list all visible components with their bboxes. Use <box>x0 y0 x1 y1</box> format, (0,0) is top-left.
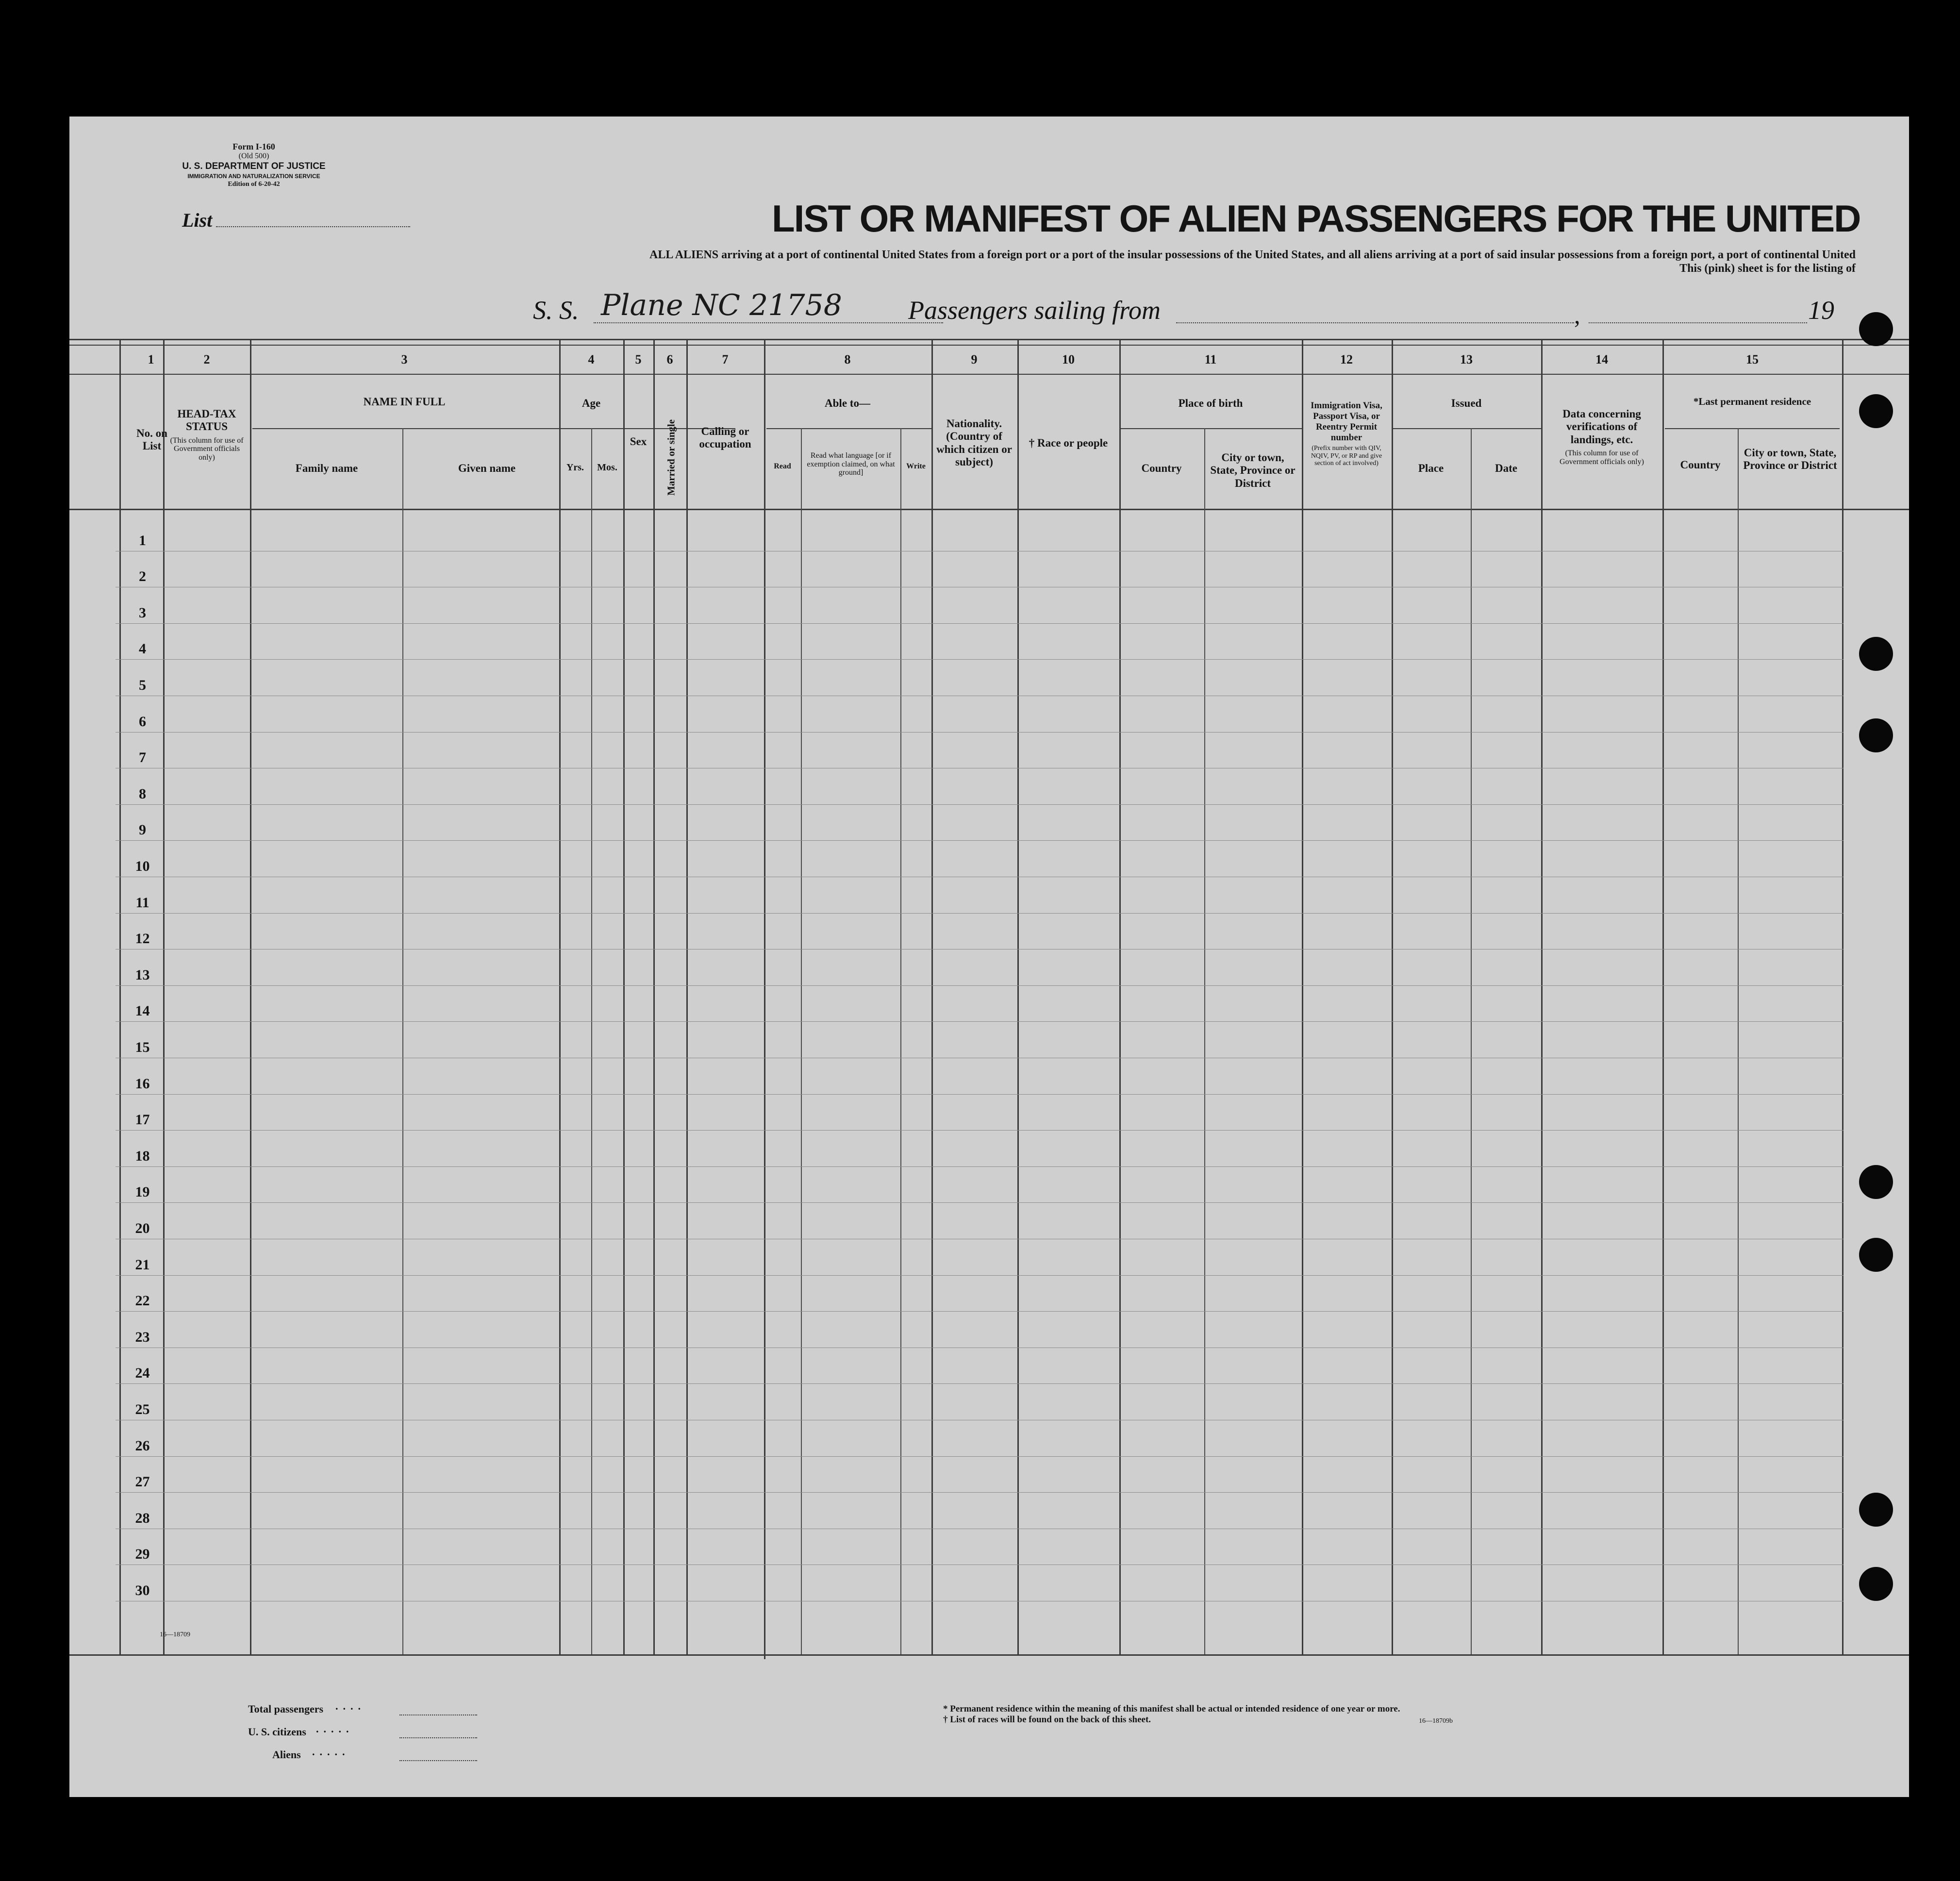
header-name-in-full: NAME IN FULL <box>363 396 446 408</box>
row-line <box>116 985 1844 986</box>
col-num: 7 <box>722 352 729 366</box>
header-head-tax <box>168 408 246 462</box>
col-num: 3 <box>401 352 408 366</box>
list-label: List <box>182 209 213 231</box>
row-number: 19 <box>135 1184 150 1200</box>
row-number: 15 <box>135 1039 150 1055</box>
table-top-border-2 <box>69 345 1909 346</box>
footnote-races: † List of races will be found on the back of this sheet. <box>943 1715 1151 1725</box>
header-res-country: Country <box>1680 459 1721 471</box>
v-8 <box>764 339 765 1659</box>
v-14 <box>1541 339 1543 1654</box>
date-field[interactable] <box>1589 322 1807 323</box>
header-family-name: Family name <box>295 462 358 474</box>
row-line <box>116 1275 1844 1276</box>
sailing-label: Passengers sailing from <box>908 296 1161 325</box>
col-num: 2 <box>203 352 210 366</box>
birth-subheader-line <box>1119 428 1302 429</box>
row-number: 12 <box>135 931 150 947</box>
row-line <box>116 1130 1844 1131</box>
row-number: 7 <box>139 749 146 766</box>
subtitle-line-2: This (pink) sheet is for the listing of <box>1679 262 1856 275</box>
v-13 <box>1392 339 1393 1654</box>
row-line <box>116 659 1844 660</box>
col-num: 11 <box>1204 352 1217 366</box>
ss-handwritten-value[interactable]: Plane NC 21758 <box>601 288 842 322</box>
page-title: LIST OR MANIFEST OF ALIEN PASSENGERS FOR THE UNITED <box>772 197 1860 240</box>
row-number: 30 <box>135 1582 150 1598</box>
header-read: Read <box>774 462 791 470</box>
header-last-residence: *Last permanent residence <box>1693 396 1811 407</box>
header-married-single: Married or single <box>665 419 677 496</box>
edition: Edition of 6-20-42 <box>228 181 280 188</box>
row-number: 26 <box>135 1437 150 1454</box>
v-11 <box>1119 339 1121 1654</box>
row-number: 24 <box>135 1365 150 1382</box>
head-tax-note: (This column for use of Government officials only) <box>170 436 244 462</box>
v-birth-split <box>1204 428 1205 1654</box>
footnote-permanent: * Permanent residence within the meaning of this manifest shall be actual or intended residence of one year or more. <box>943 1704 1400 1714</box>
v-issued-split <box>1471 428 1472 1654</box>
dots: ..... <box>316 1723 354 1735</box>
table-bottom-border <box>69 1654 1909 1656</box>
v-name-split <box>402 428 403 1654</box>
header-calling: Calling or occupation <box>699 425 751 450</box>
row-number: 20 <box>135 1220 150 1236</box>
header-given-name: Given name <box>458 462 516 474</box>
col-num: 9 <box>971 352 978 366</box>
data-concerning-title: Data concerning verifications of landings, etc. <box>1562 408 1641 446</box>
list-field[interactable] <box>216 226 410 227</box>
v-15 <box>1662 339 1664 1654</box>
row-line <box>116 1492 1844 1493</box>
row-line <box>116 623 1844 624</box>
department: U. S. DEPARTMENT OF JUSTICE <box>182 161 326 171</box>
service: IMMIGRATION AND NATURALIZATION SERVICE <box>187 173 320 180</box>
row-line <box>116 1202 1844 1203</box>
row-number: 2 <box>139 568 146 585</box>
punch-hole <box>1859 718 1893 752</box>
visa-title: Immigration Visa, Passport Visa, or Reentry Permit number <box>1311 400 1382 443</box>
form-number <box>191 142 317 161</box>
residence-subheader-line <box>1665 428 1840 429</box>
row-number: 29 <box>135 1546 150 1563</box>
header-visa <box>1304 400 1389 467</box>
row-line <box>116 804 1844 805</box>
v-write-split <box>900 428 901 1654</box>
row-number: 1 <box>139 532 146 549</box>
punch-hole <box>1859 1567 1893 1601</box>
col-num: 13 <box>1460 352 1473 366</box>
old-no: (Old 500) <box>238 152 269 160</box>
head-tax-title: HEAD-TAX STATUS <box>177 408 236 433</box>
v-3 <box>250 339 251 1654</box>
col-num: 1 <box>148 352 154 366</box>
row-number: 5 <box>139 677 146 693</box>
row-number: 4 <box>139 641 146 657</box>
row-number: 22 <box>135 1293 150 1309</box>
header-no-on-list: No. on List <box>136 427 167 452</box>
v-6 <box>653 339 655 1654</box>
row-number: 25 <box>135 1401 150 1417</box>
manifest-sheet <box>69 117 1909 1797</box>
punch-hole <box>1859 1238 1893 1272</box>
row-line <box>116 1383 1844 1384</box>
row-number: 9 <box>139 822 146 838</box>
row-number: 27 <box>135 1474 150 1490</box>
aliens-field[interactable] <box>399 1760 477 1761</box>
row-number: 8 <box>139 785 146 802</box>
header-able-to: Able to— <box>825 397 870 409</box>
row-number: 6 <box>139 713 146 730</box>
v-12 <box>1302 339 1303 1654</box>
row-number: 3 <box>139 604 146 621</box>
col-num: 12 <box>1340 352 1353 366</box>
punch-hole <box>1859 312 1893 346</box>
v-5 <box>623 339 625 1654</box>
footnote-code: 16—18709b <box>1419 1717 1453 1725</box>
us-citizens-field[interactable] <box>399 1737 477 1738</box>
row-number: 11 <box>135 894 149 911</box>
header-data-concerning <box>1546 408 1658 466</box>
ss-label: S. S. <box>533 296 579 325</box>
visa-note: (Prefix number with QIV, NQIV, PV, or RP and give section of act involved) <box>1311 445 1382 467</box>
year-prefix: 19 <box>1808 296 1834 325</box>
aliens-label: Aliens <box>272 1748 301 1761</box>
col-num: 8 <box>844 352 851 366</box>
header-sex: Sex <box>630 435 647 448</box>
row-number: 28 <box>135 1510 150 1526</box>
able-subheader-line <box>766 428 931 429</box>
header-issued-date: Date <box>1495 462 1517 474</box>
row-number: 21 <box>135 1256 150 1273</box>
punch-hole <box>1859 394 1893 428</box>
v-read-split <box>801 428 802 1654</box>
header-yrs: Yrs. <box>566 462 584 473</box>
row-number: 10 <box>135 858 150 874</box>
row-number: 23 <box>135 1329 150 1345</box>
v-7 <box>686 339 688 1654</box>
table-top-border <box>69 339 1909 340</box>
header-race: † Race or people <box>1029 437 1108 449</box>
row-number: 16 <box>135 1075 150 1092</box>
header-nationality: Nationality. (Country of which citizen or subject) <box>936 417 1012 468</box>
col-num: 10 <box>1062 352 1075 366</box>
col-number-border <box>69 374 1909 375</box>
print-code: 16—18709 <box>160 1631 190 1638</box>
row-number: 18 <box>135 1148 150 1164</box>
v-9 <box>931 339 933 1654</box>
col-num: 14 <box>1595 352 1608 366</box>
header-mos: Mos. <box>597 462 617 473</box>
row-number: 17 <box>135 1112 150 1128</box>
row-line <box>116 1094 1844 1095</box>
v-age-split <box>591 428 592 1654</box>
col-num: 5 <box>635 352 642 366</box>
v-16 <box>1842 339 1844 1654</box>
subtitle-line-1: ALL ALIENS arriving at a port of continental United States from a foreign port or a port of the insular possessions of the United States, and all aliens arriving at a port of said insular possessions from a foreign port, a port of continental United <box>649 249 1856 261</box>
data-concerning-note: (This column for use of Government officials only) <box>1560 449 1644 466</box>
ss-field[interactable] <box>594 322 943 323</box>
dots: .... <box>335 1700 365 1712</box>
row-number: 13 <box>135 966 150 983</box>
header-read-what: Read what language [or if exemption claimed, on what ground] <box>807 451 895 477</box>
col-num: 6 <box>666 352 673 366</box>
header-issued-place: Place <box>1418 462 1444 474</box>
row-number: 14 <box>135 1003 150 1019</box>
header-res-city: City or town, State, Province or District <box>1743 447 1837 472</box>
header-write: Write <box>906 462 926 470</box>
punch-hole <box>1859 637 1893 671</box>
header-birth-country: Country <box>1141 462 1182 474</box>
header-place-of-birth: Place of birth <box>1178 397 1243 409</box>
row-line <box>116 840 1844 841</box>
name-subheader-line <box>252 428 735 429</box>
header-bottom-border <box>69 509 1909 510</box>
row-line <box>116 913 1844 914</box>
header-age: Age <box>581 397 601 409</box>
header-birth-city: City or town, State, Province or District <box>1210 451 1296 489</box>
col-num: 15 <box>1746 352 1759 366</box>
dots: ..... <box>312 1746 350 1758</box>
age-subheader-line <box>562 428 626 429</box>
punch-hole <box>1859 1493 1893 1527</box>
v-10 <box>1017 339 1019 1654</box>
comma: , <box>1574 301 1580 329</box>
row-line <box>116 1456 1844 1457</box>
v-res-split <box>1738 428 1739 1654</box>
header-issued: Issued <box>1451 397 1482 409</box>
row-line <box>116 1021 1844 1022</box>
total-passengers-label: Total passengers <box>248 1703 324 1715</box>
issued-subheader-line <box>1392 428 1541 429</box>
row-line <box>116 1311 1844 1312</box>
col-num: 4 <box>588 352 595 366</box>
v-4 <box>559 339 561 1654</box>
punch-hole <box>1859 1165 1893 1199</box>
form-no: Form I-160 <box>233 142 275 151</box>
row-line <box>116 1166 1844 1167</box>
sailing-from-field[interactable] <box>1176 322 1574 323</box>
us-citizens-label: U. S. citizens <box>248 1726 306 1738</box>
